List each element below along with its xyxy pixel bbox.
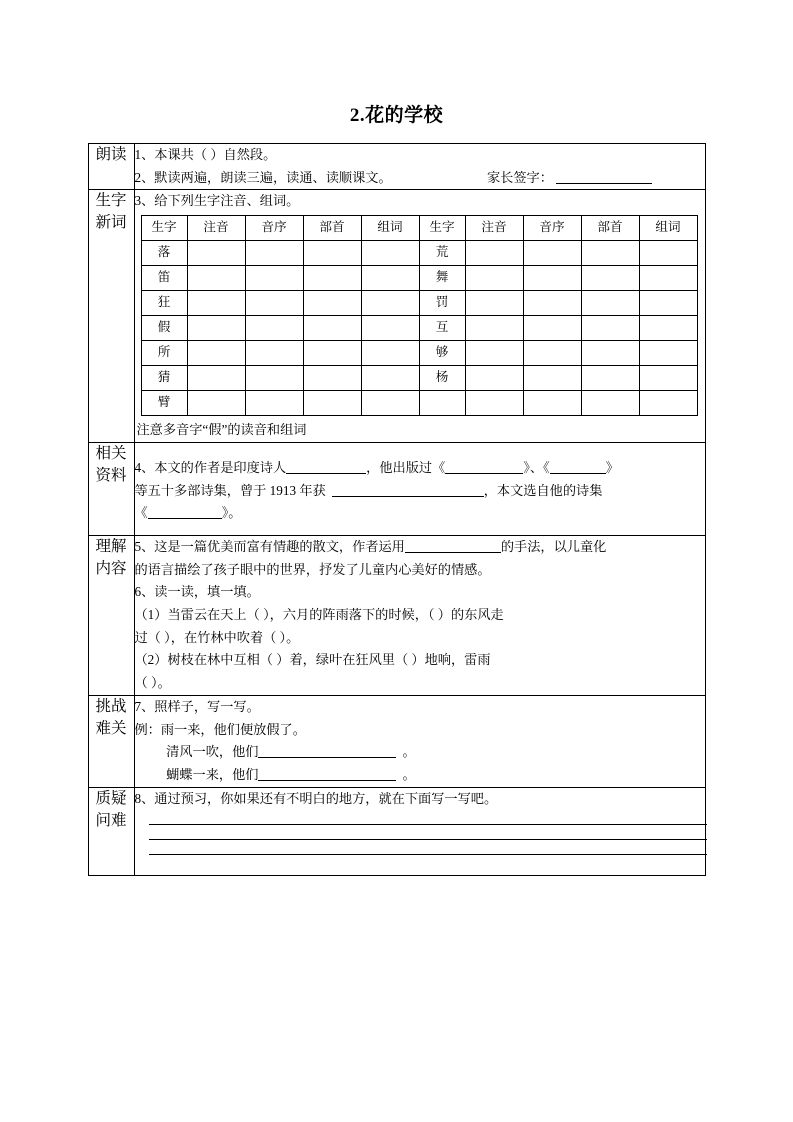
task-6-q1-line-2: 过（ ），在竹林中吹着（ ）。 bbox=[134, 629, 300, 645]
parent-signature-label: 家长签字： bbox=[486, 169, 553, 185]
answer-cell[interactable] bbox=[245, 366, 303, 391]
char-cell-right: 罚 bbox=[419, 291, 465, 316]
th-bushou-right: 部首 bbox=[581, 216, 639, 241]
answer-cell[interactable] bbox=[465, 241, 523, 266]
char-cell-right: 杨 bbox=[419, 366, 465, 391]
section-row-challenge bbox=[88, 695, 705, 787]
answer-cell[interactable] bbox=[523, 341, 581, 366]
author-blank[interactable] bbox=[286, 460, 366, 474]
section-label-new-words bbox=[88, 190, 134, 442]
task-5-line-2: 的语言描绘了孩子眼中的世界，抒发了儿童内心美好的情感。 bbox=[134, 561, 491, 577]
sentence-blank-1[interactable] bbox=[258, 744, 396, 758]
answer-cell[interactable] bbox=[303, 241, 361, 266]
task-7-text-a: 清风一吹，他们 bbox=[166, 744, 259, 760]
answer-cell[interactable] bbox=[187, 241, 245, 266]
answer-line-1[interactable] bbox=[149, 824, 707, 825]
char-cell-left: 笛 bbox=[141, 266, 187, 291]
task-7-prompt: 7、照样子，写一写。 bbox=[134, 698, 260, 714]
answer-cell[interactable] bbox=[639, 291, 697, 316]
char-cell-left: 假 bbox=[141, 316, 187, 341]
section-body-reading bbox=[134, 144, 705, 190]
section-label-text: 挑战难关 bbox=[95, 697, 127, 737]
task-1-line: 1、本课共（ ）自然段。 bbox=[134, 147, 277, 162]
answer-cell[interactable] bbox=[361, 266, 419, 291]
worksheet-table bbox=[88, 143, 706, 876]
page-title: 2.花的学校 bbox=[349, 105, 444, 126]
character-table bbox=[141, 215, 698, 416]
answer-cell[interactable] bbox=[303, 366, 361, 391]
answer-cell[interactable] bbox=[303, 266, 361, 291]
task-7-period-2: 。 bbox=[402, 766, 416, 782]
th-yinxu-left: 音序 bbox=[245, 216, 303, 241]
book-blank-2[interactable] bbox=[550, 460, 606, 474]
table-row bbox=[141, 316, 697, 341]
answer-cell[interactable] bbox=[245, 241, 303, 266]
answer-cell[interactable] bbox=[639, 341, 697, 366]
th-yinxu-right: 音序 bbox=[523, 216, 581, 241]
answer-cell[interactable] bbox=[187, 366, 245, 391]
answer-cell[interactable] bbox=[245, 316, 303, 341]
answer-cell[interactable] bbox=[523, 366, 581, 391]
char-cell-left: 臂 bbox=[141, 391, 187, 416]
task-4-text-b: ，他出版过《 bbox=[366, 459, 446, 475]
section-body-related-info bbox=[134, 442, 705, 535]
task-4-text-g: 《 bbox=[134, 505, 148, 521]
section-label-text: 生字新词 bbox=[95, 192, 127, 232]
section-label-related-info bbox=[88, 442, 134, 535]
answer-cell[interactable] bbox=[303, 291, 361, 316]
answer-cell[interactable] bbox=[187, 291, 245, 316]
task-4-text-a: 4、本文的作者是印度诗人 bbox=[134, 459, 287, 475]
answer-cell[interactable] bbox=[361, 241, 419, 266]
book-blank-1[interactable] bbox=[445, 460, 523, 474]
section-label-text: 理解内容 bbox=[95, 537, 127, 577]
answer-cell[interactable] bbox=[187, 391, 245, 416]
answer-cell[interactable] bbox=[465, 341, 523, 366]
table-row bbox=[141, 291, 697, 316]
char-cell-right: 够 bbox=[419, 341, 465, 366]
section-label-comprehension bbox=[88, 535, 134, 695]
answer-cell[interactable] bbox=[523, 391, 581, 416]
answer-cell[interactable] bbox=[581, 366, 639, 391]
task-4-text-f: ，本文选自他的诗集 bbox=[483, 482, 603, 498]
answer-cell[interactable] bbox=[639, 316, 697, 341]
answer-cell[interactable] bbox=[245, 341, 303, 366]
section-row-comprehension bbox=[88, 535, 705, 695]
task-2-line bbox=[135, 167, 705, 190]
task-6-prompt: 6、读一读，填一填。 bbox=[134, 584, 260, 600]
answer-line-2[interactable] bbox=[149, 839, 707, 840]
answer-line-3[interactable] bbox=[149, 854, 707, 855]
section-label-challenge bbox=[88, 695, 134, 787]
task-5-text-a: 5、这是一篇优美而富有情趣的散文，作者运用 bbox=[134, 538, 405, 554]
section-label-text: 质疑问难 bbox=[95, 789, 127, 829]
section-body-new-words bbox=[134, 190, 705, 442]
answer-cell[interactable] bbox=[639, 366, 697, 391]
answer-cell[interactable] bbox=[187, 266, 245, 291]
task-7-period-1: 。 bbox=[402, 744, 416, 760]
answer-cell[interactable] bbox=[187, 341, 245, 366]
answer-cell[interactable] bbox=[303, 316, 361, 341]
task-6-q2-line-2: （ ）。 bbox=[134, 675, 171, 691]
task-7-answer-line-2 bbox=[135, 764, 705, 787]
task-7-example: 例：雨一来，他们便放假了。 bbox=[134, 721, 306, 737]
th-zhuyin-left: 注音 bbox=[187, 216, 245, 241]
answer-cell[interactable] bbox=[187, 316, 245, 341]
collection-blank[interactable] bbox=[148, 505, 222, 519]
char-cell-right: 荒 bbox=[419, 241, 465, 266]
answer-cell[interactable] bbox=[465, 266, 523, 291]
section-row-questions bbox=[88, 787, 705, 876]
table-row bbox=[141, 366, 697, 391]
table-row bbox=[141, 266, 697, 291]
th-zhuyin-right: 注音 bbox=[465, 216, 523, 241]
answer-cell[interactable] bbox=[639, 241, 697, 266]
task-4-text-c: 》、《 bbox=[523, 459, 550, 475]
char-cell-right: 互 bbox=[419, 316, 465, 341]
char-cell-left: 猜 bbox=[141, 366, 187, 391]
table-row bbox=[141, 391, 697, 416]
section-body-challenge bbox=[134, 695, 705, 787]
task-4-text-e: 等五十多部诗集，曾于 1913 年获 bbox=[134, 482, 326, 498]
answer-cell[interactable] bbox=[465, 366, 523, 391]
task-5-text-b: 的手法，以儿童化 bbox=[500, 538, 607, 554]
answer-cell[interactable] bbox=[523, 266, 581, 291]
section-row-related-info bbox=[88, 442, 705, 535]
task-4-line-1 bbox=[135, 457, 705, 480]
section-label-questions bbox=[88, 787, 134, 876]
task-5-line-1 bbox=[135, 536, 705, 559]
prize-blank[interactable] bbox=[332, 483, 484, 497]
char-cell-left: 落 bbox=[141, 241, 187, 266]
th-zuci-right: 组词 bbox=[639, 216, 697, 241]
th-shengzi-right: 生字 bbox=[419, 216, 465, 241]
answer-cell[interactable] bbox=[465, 291, 523, 316]
answer-cell[interactable] bbox=[523, 241, 581, 266]
th-bushou-left: 部首 bbox=[303, 216, 361, 241]
task-2-text: 2、默读两遍，朗读三遍，读通、读顺课文。 bbox=[134, 169, 392, 185]
technique-blank[interactable] bbox=[405, 539, 501, 553]
answer-cell[interactable] bbox=[361, 316, 419, 341]
answer-cell[interactable] bbox=[245, 266, 303, 291]
answer-cell[interactable] bbox=[465, 391, 523, 416]
task-8-prompt: 8、通过预习，你如果还有不明白的地方，就在下面写一写吧。 bbox=[134, 790, 498, 806]
task-7-text-b: 蝴蝶一来，他们 bbox=[166, 766, 259, 782]
answer-cell[interactable] bbox=[523, 291, 581, 316]
section-row-new-words bbox=[88, 190, 705, 442]
task-6-q1-line-1: （1）当雷云在天上（ ），六月的阵雨落下的时候，（ ）的东风走 bbox=[134, 607, 504, 623]
answer-cell[interactable] bbox=[303, 391, 361, 416]
section-row-reading bbox=[88, 144, 705, 190]
task-4-line-3 bbox=[135, 502, 705, 525]
answer-cell[interactable] bbox=[581, 341, 639, 366]
answer-cell[interactable] bbox=[581, 291, 639, 316]
answer-cell[interactable] bbox=[303, 341, 361, 366]
char-cell-right: 舞 bbox=[419, 266, 465, 291]
task-6-q2-line-1: （2）树枝在林中互相（ ）着，绿叶在狂风里（ ）地响，雷雨 bbox=[134, 652, 491, 668]
answer-cell[interactable] bbox=[581, 266, 639, 291]
answer-cell[interactable] bbox=[581, 391, 639, 416]
th-shengzi-left: 生字 bbox=[141, 216, 187, 241]
polyphone-note: 注意多音字“假”的读音和组词 bbox=[136, 422, 307, 438]
task-3-prompt: 3、给下列生字注音、组词。 bbox=[134, 193, 300, 209]
answer-cell[interactable] bbox=[639, 391, 697, 416]
answer-cell[interactable] bbox=[245, 391, 303, 416]
answer-cell[interactable] bbox=[523, 316, 581, 341]
parent-signature-group bbox=[487, 167, 652, 190]
answer-cell[interactable] bbox=[465, 316, 523, 341]
section-label-text: 相关资料 bbox=[95, 444, 127, 484]
section-body-comprehension bbox=[134, 535, 705, 695]
section-label-reading bbox=[88, 144, 134, 190]
char-cell-left: 狂 bbox=[141, 291, 187, 316]
table-header-row bbox=[141, 216, 697, 241]
table-row bbox=[141, 241, 697, 266]
section-label-text: 朗读 bbox=[95, 146, 127, 163]
char-cell-right bbox=[419, 391, 465, 416]
parent-signature-blank[interactable] bbox=[556, 170, 652, 184]
task-7-answer-line-1 bbox=[135, 741, 705, 764]
answer-cell[interactable] bbox=[639, 266, 697, 291]
sentence-blank-2[interactable] bbox=[258, 767, 396, 781]
answer-cell[interactable] bbox=[361, 391, 419, 416]
task-4-line-2 bbox=[135, 480, 705, 503]
table-row bbox=[141, 341, 697, 366]
section-body-questions bbox=[134, 787, 705, 876]
task-4-text-d: 》 bbox=[605, 459, 619, 475]
answer-cell[interactable] bbox=[361, 291, 419, 316]
char-cell-left: 所 bbox=[141, 341, 187, 366]
th-zuci-left: 组词 bbox=[361, 216, 419, 241]
answer-cell[interactable] bbox=[361, 341, 419, 366]
answer-cell[interactable] bbox=[581, 316, 639, 341]
answer-cell[interactable] bbox=[245, 291, 303, 316]
answer-cell[interactable] bbox=[361, 366, 419, 391]
answer-cell[interactable] bbox=[581, 241, 639, 266]
task-4-text-h: 》。 bbox=[221, 505, 242, 521]
